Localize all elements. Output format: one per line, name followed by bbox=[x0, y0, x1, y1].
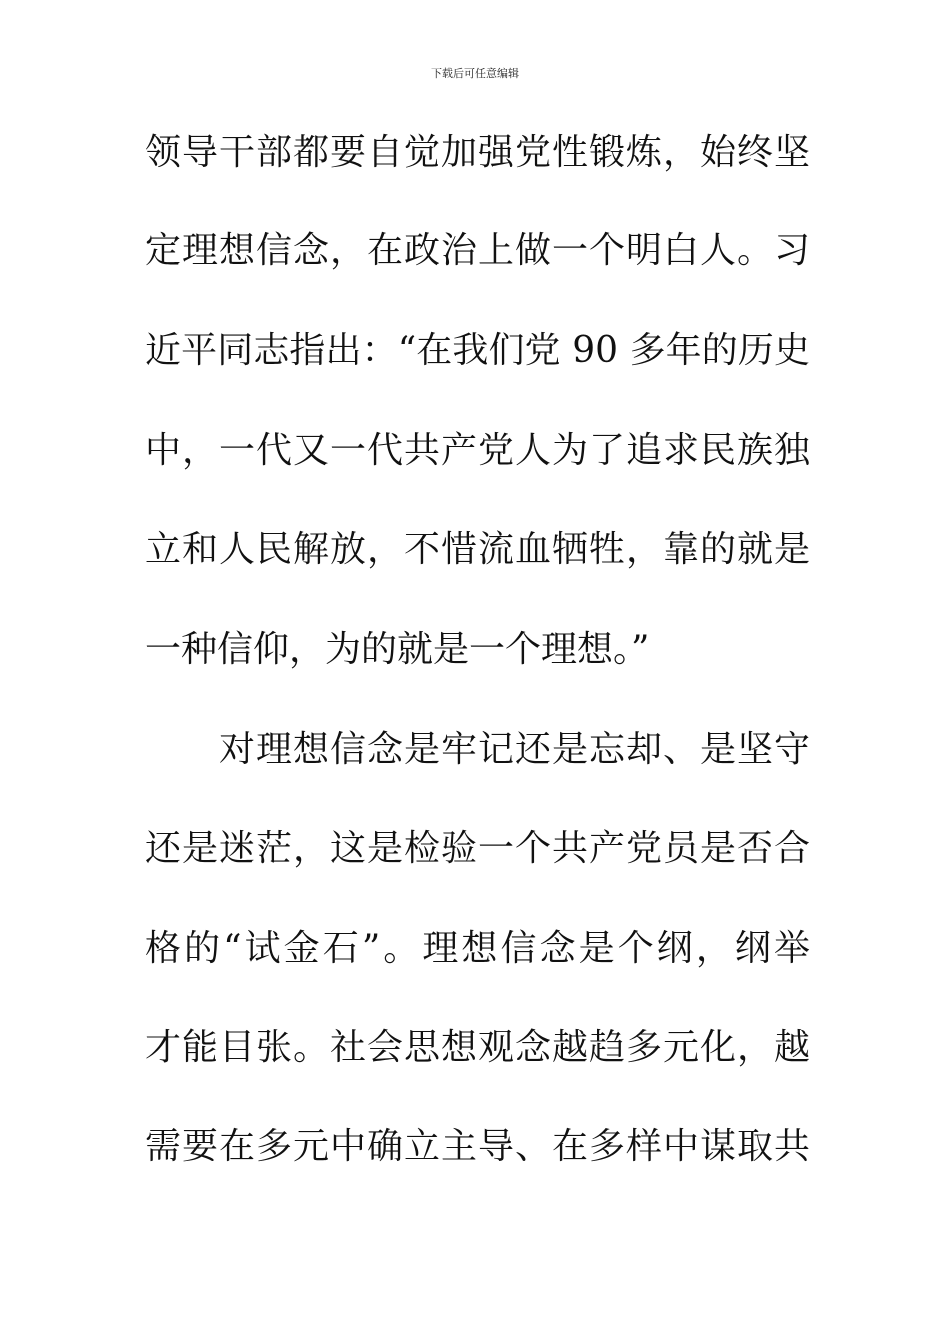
paragraph-line: 格的“试金石”。理想信念是个纲，纲举 bbox=[145, 928, 810, 969]
paragraph-line: 近平同志指出：“在我们党 90 多年的历史 bbox=[145, 330, 810, 371]
paragraph-line: 才能目张。社会思想观念越趋多元化，越 bbox=[145, 1027, 810, 1068]
paragraph-line: 需要在多元中确立主导、在多样中谋取共 bbox=[145, 1126, 810, 1167]
paragraph-line: 定理想信念，在政治上做一个明白人。习 bbox=[145, 230, 810, 271]
paragraph-line: 中，一代又一代共产党人为了追求民族独 bbox=[145, 430, 810, 471]
paragraph-line: 立和人民解放，不惜流血牺牲，靠的就是 bbox=[145, 529, 810, 570]
paragraph-line: 领导干部都要自觉加强党性锻炼，始终坚 bbox=[145, 132, 810, 173]
paragraph-line: 一种信仰，为的就是一个理想。” bbox=[145, 629, 650, 670]
paragraph-line: 还是迷茫，这是检验一个共产党员是否合 bbox=[145, 828, 810, 869]
paragraph-line: 对理想信念是牢记还是忘却、是坚守 bbox=[219, 729, 810, 770]
page-header-note: 下载后可任意编辑 bbox=[431, 67, 519, 80]
